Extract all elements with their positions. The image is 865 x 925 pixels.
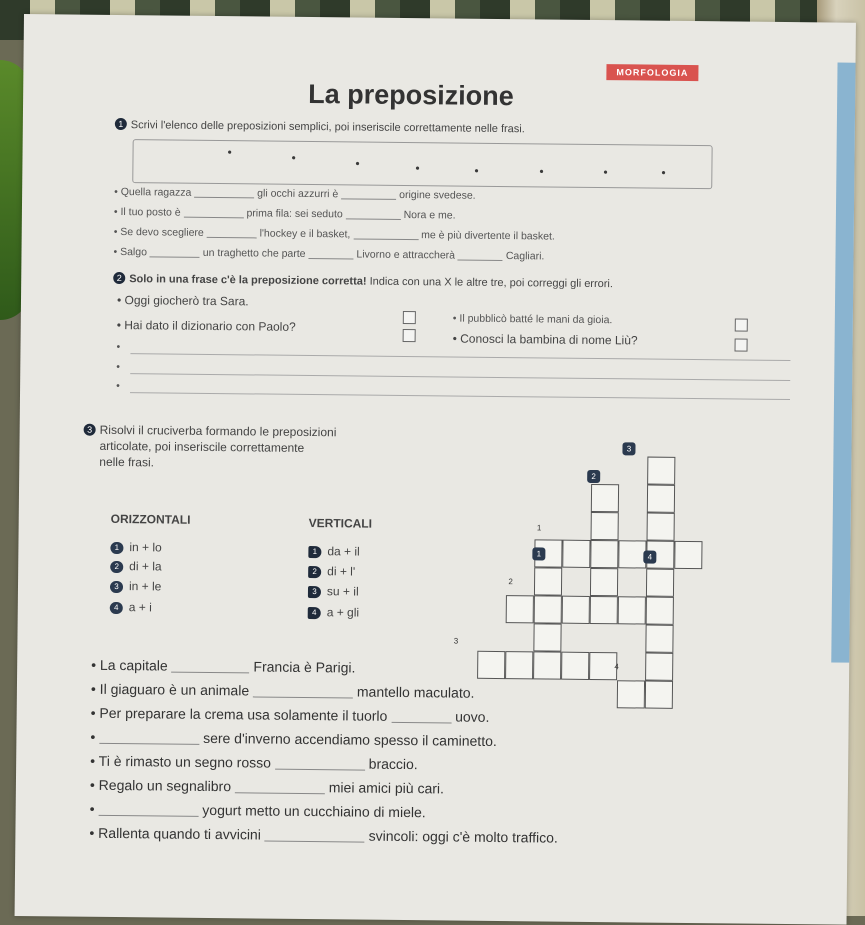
answer-blank[interactable] — [99, 743, 199, 745]
crossword-cell[interactable] — [618, 596, 646, 624]
crossword-cell[interactable] — [591, 484, 619, 512]
crossword-cell[interactable] — [647, 513, 675, 541]
crossword-cell[interactable] — [590, 540, 618, 568]
answer-blank[interactable] — [253, 696, 353, 698]
ex1-instruction: 1 Scrivi l'elenco delle preposizioni semplici, poi inseriscile correttamente nelle frasi. — [115, 118, 525, 135]
answer-blank[interactable] — [98, 815, 198, 817]
ex2-left-2: • Hai dato il dizionario con Paolo? — [116, 317, 296, 334]
crossword-cell[interactable] — [506, 595, 534, 623]
crossword-cell[interactable] — [591, 512, 619, 540]
crossword-cell[interactable] — [561, 652, 589, 680]
ex1-sentence-2: • Il tuo posto è prima fila: sei seduto Nora e me. — [113, 205, 456, 222]
checkbox[interactable] — [735, 318, 748, 331]
ex2-number: 2 — [113, 272, 125, 284]
crossword-cell[interactable] — [645, 653, 673, 681]
ex3-instruction-1: 3 Risolvi il cruciverba formando le preposizioni — [84, 423, 337, 440]
crossword-cell[interactable] — [645, 681, 673, 709]
answer-blank[interactable] — [150, 256, 200, 258]
crossword-cell[interactable] — [590, 596, 618, 624]
ex3-instruction-3: nelle frasi. — [99, 454, 155, 470]
ex1-sentence-1: • Quella ragazza gli occhi azzurri è origine svedese. — [114, 185, 476, 202]
answer-blank[interactable] — [341, 198, 396, 200]
clue-vertical-3: 3 su + il — [308, 584, 359, 599]
crossword-cell[interactable] — [647, 457, 675, 485]
clue-horizontal-3: 3 in + le — [110, 579, 162, 594]
crossword-cell[interactable] — [534, 567, 562, 595]
crossword-cell[interactable] — [617, 680, 645, 708]
answer-blank[interactable] — [391, 722, 451, 724]
ex2-right-1: • Il pubblicò batté le mani da gioia. — [452, 312, 613, 327]
crossword-cell[interactable] — [562, 540, 590, 568]
answer-blank[interactable] — [207, 237, 257, 239]
ex3-sentence-8: • Rallenta quando ti avvicini svincoli: oggi c'è molto traffico. — [89, 824, 558, 846]
page-title: La preposizione — [308, 78, 514, 112]
checkbox[interactable] — [735, 338, 748, 351]
crossword-cell[interactable] — [562, 596, 590, 624]
ex2-right-2: • Conosci la bambina di nome Liù? — [452, 331, 638, 348]
clue-vertical-1: 1 da + il — [308, 544, 360, 559]
crossword-cell[interactable] — [646, 597, 674, 625]
correction-line[interactable] — [130, 392, 790, 400]
crossword-cell[interactable] — [505, 651, 533, 679]
crossword-cell[interactable] — [647, 485, 675, 513]
correction-line[interactable] — [130, 353, 790, 361]
crossword-cell[interactable] — [477, 651, 505, 679]
answer-blank[interactable] — [275, 769, 365, 771]
answer-blank[interactable] — [235, 792, 325, 794]
grid-number-h3: 3 — [453, 636, 459, 646]
answer-blank[interactable] — [194, 197, 254, 199]
book-page: MORFOLOGIA La preposizione 1 Scrivi l'elenco delle preposizioni semplici, poi inseriscile correttamente nelle frasi. • • • • • • • • • Quella ragazza gli occhi azzurri è origine svedese. • Il tuo posto è prima fila: sei seduto Nora e me. • Se devo scegliere l'hockey e il basket, me è più divertente il basket. • Salgo un traghetto che parte Livorno e attraccherà Cagliari. 2 Solo in una frase c'è la preposizione corretta! Indica con una X le altre tre, poi correggi gli errori. • Oggi giocherò tra Sara. • Hai dato il dizionario con Paolo? • Il pubblicò batté le mani da gioia. • Conosci la bambina di nome Liù? • • • 3 Risolvi il cruciverba formando le preposizioni articolate, poi inseriscile correttamente nelle frasi. ORIZZONTALI VERTICALI 1 in + lo 2 di + la 3 in + le 4 a + i 1 da + il 2 di + l' 3 su + il 4 a + gli 3 2 1 1 4 2 3 4 • La capitale Francia è Parigi. • Il giaguaro è un animale mantello maculato. • Per preparare la crema usa solamente il tuorlo uovo. • sere d'inverno accendiamo spesso il caminetto. • Ti è rimasto un segno rosso braccio. • Regalo un segnalibro miei amici più cari. • yogurt metto un cucchiaino di miele. • Rallenta quando ti avvicini svincoli: oggi c'è molto traffico. — [15, 14, 856, 925]
vertical-title: VERTICALI — [308, 516, 373, 531]
answer-blank[interactable] — [458, 260, 503, 261]
crossword-cell[interactable] — [674, 541, 702, 569]
grid-number-v3: 3 — [622, 442, 635, 455]
answer-blank[interactable] — [346, 218, 401, 220]
answer-blank[interactable] — [172, 672, 250, 674]
ex3-sentence-4: • sere d'inverno accendiamo spesso il caminetto. — [90, 728, 497, 749]
grid-number-h1: 1 — [536, 523, 542, 533]
ex3-sentence-6: • Regalo un segnalibro miei amici più cari. — [89, 776, 445, 797]
answer-blank[interactable] — [353, 238, 418, 240]
preposition-list-box[interactable]: • • • • • • • • — [132, 139, 712, 189]
checkbox[interactable] — [403, 311, 416, 324]
crossword-cell[interactable] — [645, 625, 673, 653]
ex2-left-1: • Oggi giocherò tra Sara. — [116, 292, 249, 309]
grid-number-v4: 4 — [643, 551, 656, 564]
clue-vertical-2: 2 di + l' — [308, 564, 355, 578]
clue-horizontal-1: 1 in + lo — [110, 540, 162, 555]
clue-horizontal-2: 2 di + la — [110, 559, 162, 574]
ex3-instruction-2: articolate, poi inseriscile correttamente — [99, 438, 305, 455]
ex3-sentence-1: • La capitale Francia è Parigi. — [91, 656, 356, 676]
crossword-cell[interactable] — [590, 568, 618, 596]
answer-blank[interactable] — [308, 258, 353, 259]
ex2-instruction: 2 Solo in una frase c'è la preposizione corretta! Indica con una X le altre tre, poi correggi gli errori. — [113, 272, 613, 290]
ex1-sentence-4: • Salgo un traghetto che parte Livorno e attraccherà Cagliari. — [113, 245, 545, 263]
section-tag: MORFOLOGIA — [606, 64, 698, 81]
clue-horizontal-4: 4 a + i — [110, 600, 152, 614]
ex1-sentence-3: • Se devo scegliere l'hockey e il basket, me è più divertente il basket. — [113, 225, 555, 243]
ex1-number: 1 — [115, 118, 127, 130]
ex3-sentence-2: • Il giaguaro è un animale mantello maculato. — [90, 680, 475, 701]
crossword-cell[interactable] — [534, 595, 562, 623]
grid-number-v2: 2 — [587, 470, 600, 483]
ex3-sentence-5: • Ti è rimasto un segno rosso braccio. — [90, 752, 418, 773]
clue-vertical-4: 4 a + gli — [308, 605, 360, 620]
crossword-cell[interactable] — [533, 623, 561, 651]
crossword-cell[interactable] — [533, 651, 561, 679]
answer-blank[interactable] — [184, 217, 244, 219]
answer-blank[interactable] — [265, 841, 365, 843]
grid-number-h2: 2 — [508, 577, 513, 587]
grid-number-h4: 4 — [614, 662, 619, 672]
checkbox[interactable] — [403, 329, 416, 342]
ex3-number: 3 — [84, 424, 96, 436]
correction-line[interactable] — [130, 373, 790, 381]
ex3-sentence-7: • yogurt metto un cucchiaino di miele. — [89, 800, 426, 821]
grid-number-v1: 1 — [532, 547, 545, 560]
crossword-cell[interactable] — [646, 569, 674, 597]
ex3-sentence-3: • Per preparare la crema usa solamente il tuorlo uovo. — [90, 704, 490, 725]
horizontal-title: ORIZZONTALI — [110, 511, 191, 527]
crossword-cell[interactable] — [618, 540, 646, 568]
